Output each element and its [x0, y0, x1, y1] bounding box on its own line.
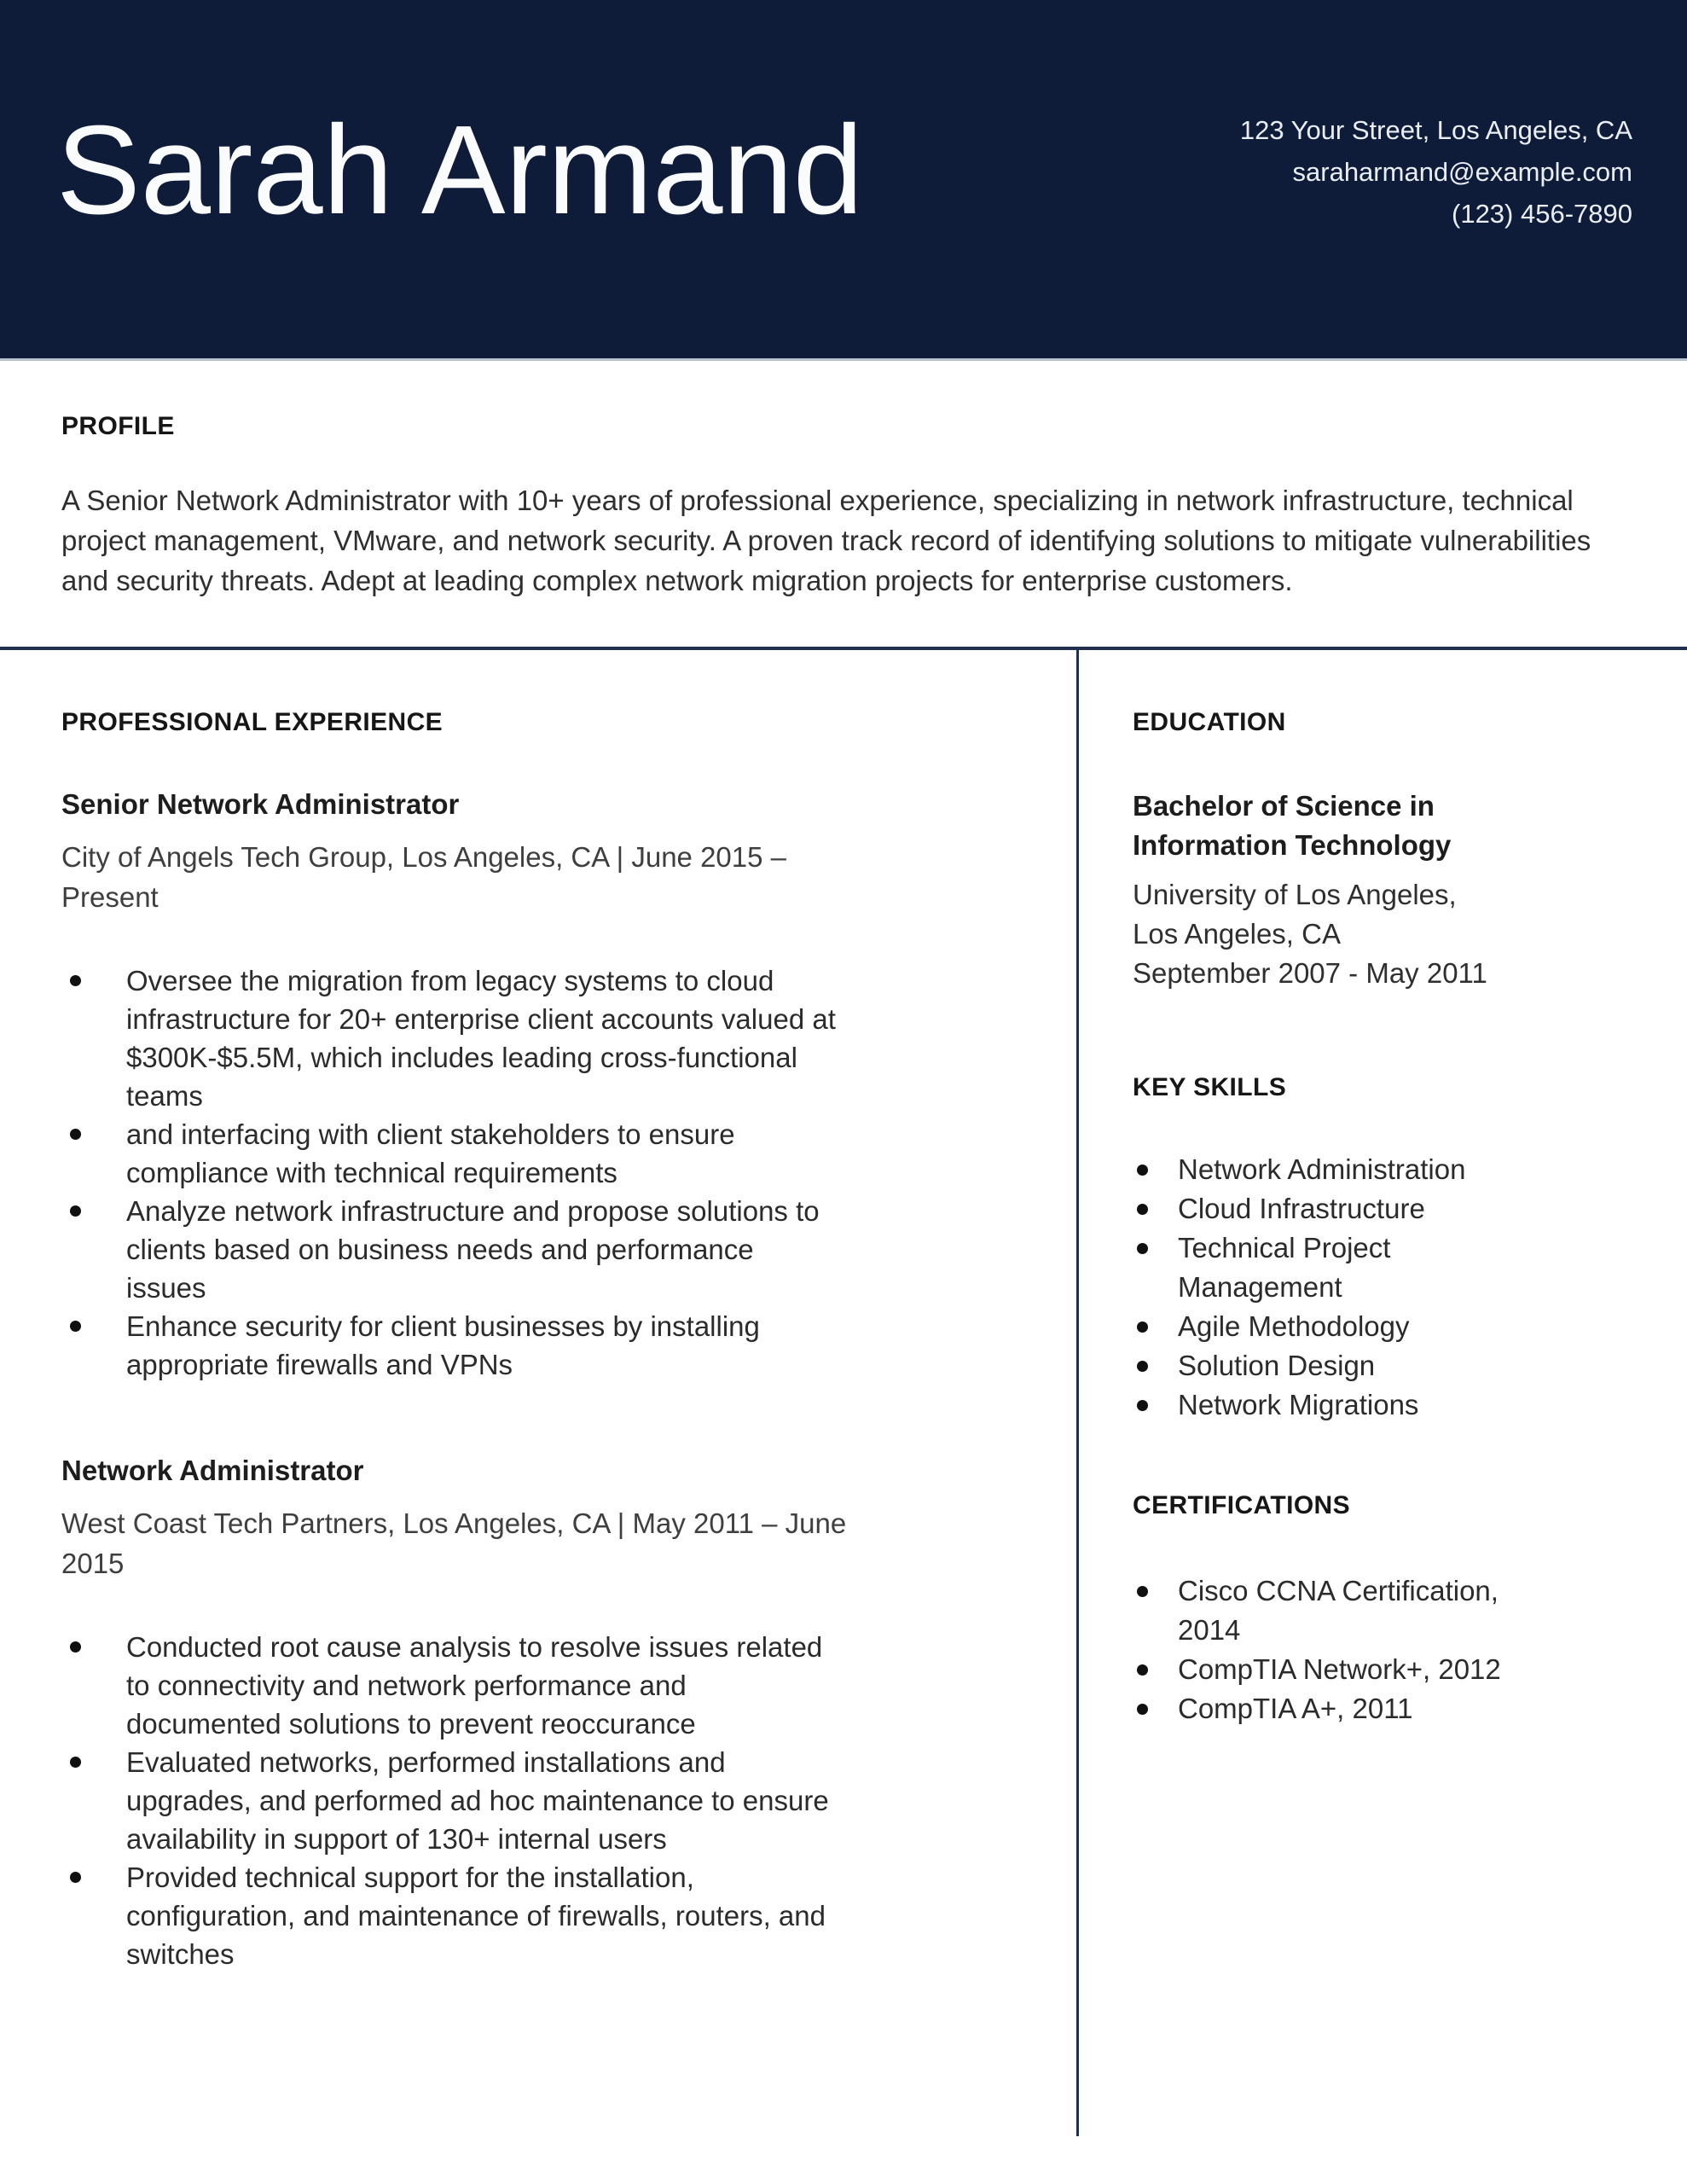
- bullet-item: Conducted root cause analysis to resolve issues related to connectivity and network performance and documented solutions to prevent reoccurance: [61, 1628, 839, 1743]
- job-meta: City of Angels Tech Group, Los Angeles, CA | June 2015 – Present: [61, 841, 787, 913]
- contact-info: [1240, 109, 1632, 235]
- certifications-heading: CERTIFICATIONS: [1133, 1491, 1351, 1519]
- skill-item: Technical Project Management: [1133, 1228, 1549, 1307]
- profile-section: [0, 414, 1687, 601]
- job-title: Network Administrator: [61, 1455, 364, 1486]
- key-skills-heading: KEY SKILLS: [1133, 1073, 1287, 1101]
- bullet-item: Evaluated networks, performed installations and upgrades, and performed ad hoc maintenance to ensure availability in support of 130+ internal users: [61, 1743, 839, 1858]
- job-meta: West Coast Tech Partners, Los Angeles, CA | May 2011 – June 2015: [61, 1507, 847, 1579]
- profile-heading: PROFILE: [61, 412, 175, 440]
- contact-phone: (123) 456-7890: [1452, 199, 1632, 229]
- job-entry: [61, 789, 1000, 1384]
- profile-text: A Senior Network Administrator with 10+ years of professional experience, specializing in network infrastructure, technical project management, VMware, and network security. A proven track record of identifying solutions to mitigate vulnerabilities and security threats. Adept at leading complex network migration projects for enterprise customers.: [61, 485, 1591, 596]
- bullet-item: and interfacing with client stakeholders to ensure compliance with technical requirements: [61, 1115, 839, 1192]
- skill-item: Solution Design: [1133, 1346, 1549, 1385]
- education-heading: EDUCATION: [1133, 708, 1286, 736]
- education-details: [1133, 875, 1627, 993]
- certifications-section: [1133, 1493, 1627, 1728]
- skill-item: Network Migrations: [1133, 1385, 1549, 1425]
- education-section: [1133, 710, 1627, 993]
- bullet-item: Analyze network infrastructure and propose solutions to clients based on business needs and performance issues: [61, 1192, 839, 1307]
- certifications-list: [1133, 1571, 1627, 1728]
- certification-item: CompTIA A+, 2011: [1133, 1689, 1549, 1728]
- job-entry: [61, 1455, 1000, 1973]
- certification-item: Cisco CCNA Certification, 2014: [1133, 1571, 1549, 1650]
- education-dates: September 2007 - May 2011: [1133, 957, 1487, 989]
- job-bullet-list: [61, 961, 1000, 1384]
- header-band: [0, 0, 1687, 361]
- experience-heading: PROFESSIONAL EXPERIENCE: [61, 708, 443, 736]
- skills-list: [1133, 1150, 1627, 1425]
- skill-item: Network Administration: [1133, 1150, 1549, 1189]
- key-skills-section: [1133, 1075, 1627, 1425]
- certification-item: CompTIA Network+, 2012: [1133, 1650, 1549, 1689]
- contact-email: saraharmand@example.com: [1292, 157, 1632, 187]
- degree-title: Bachelor of Science in Information Technology: [1133, 790, 1452, 861]
- bullet-item: Enhance security for client businesses by installing appropriate firewalls and VPNs: [61, 1307, 839, 1384]
- experience-section: [0, 650, 1076, 2136]
- contact-address: 123 Your Street, Los Angeles, CA: [1239, 115, 1632, 145]
- school-name: University of Los Angeles,: [1133, 879, 1457, 910]
- person-name: Sarah Armand: [56, 100, 864, 241]
- skill-item: Agile Methodology: [1133, 1307, 1549, 1346]
- job-bullet-list: [61, 1628, 1000, 1973]
- right-column: [1079, 650, 1687, 2136]
- two-column-area: [0, 650, 1687, 2136]
- job-title: Senior Network Administrator: [61, 788, 460, 820]
- bullet-item: Provided technical support for the installation, configuration, and maintenance of firewalls, routers, and switches: [61, 1858, 839, 1973]
- school-location: Los Angeles, CA: [1133, 918, 1341, 950]
- bullet-item: Oversee the migration from legacy systems to cloud infrastructure for 20+ enterprise client accounts valued at $300K-$5.5M, which includes leading cross-functional teams: [61, 961, 839, 1115]
- skill-item: Cloud Infrastructure: [1133, 1189, 1549, 1228]
